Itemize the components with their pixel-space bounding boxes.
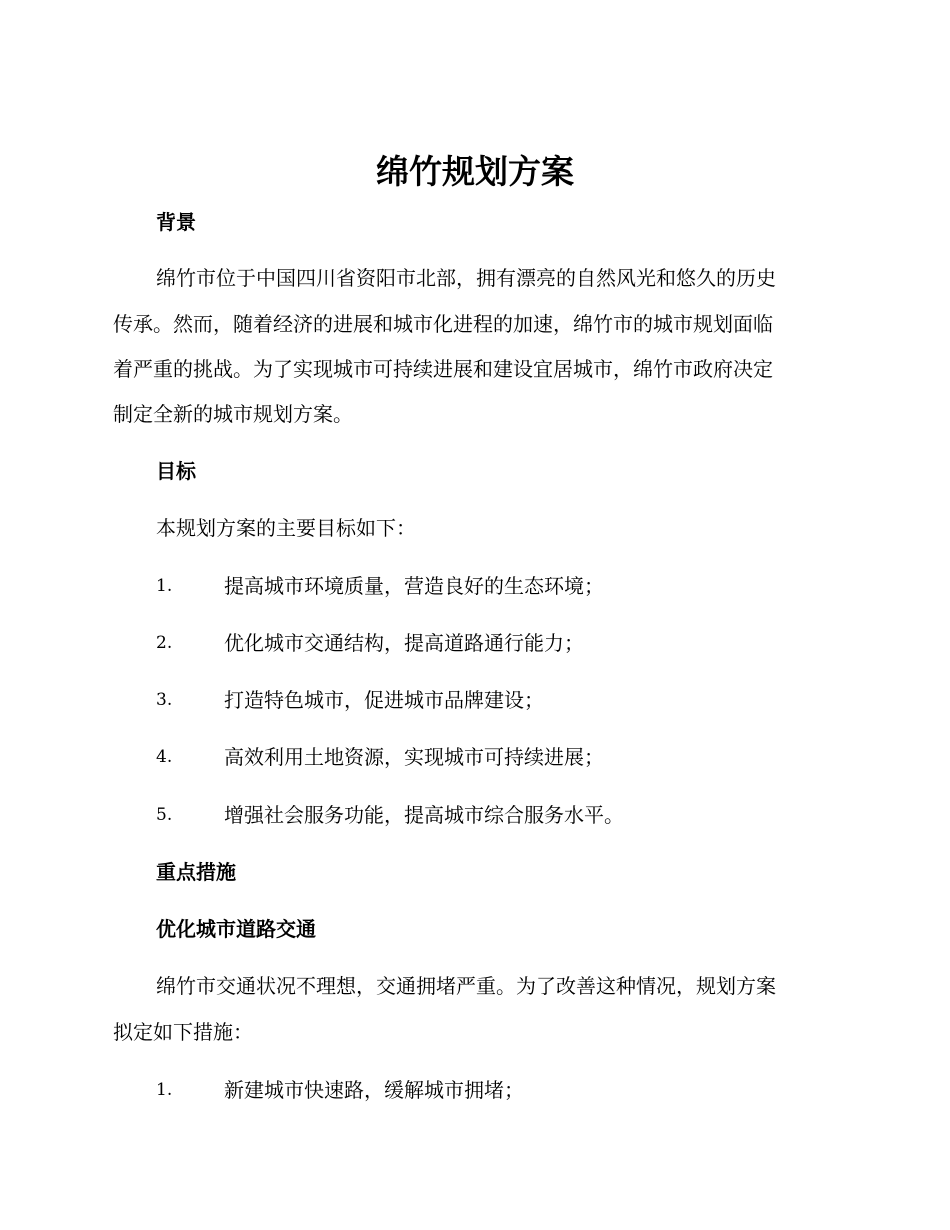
list-text: 提高城市环境质量，营造良好的生态环境； <box>224 574 604 598</box>
list-number: 3. <box>156 690 173 710</box>
paragraph-line: 绵竹市位于中国四川省资阳市北部，拥有漂亮的自然风光和悠久的历史 <box>156 266 776 290</box>
section-heading-goals: 目标 <box>156 459 196 483</box>
section-heading-measures: 重点措施 <box>156 860 236 884</box>
section-heading-background: 背景 <box>156 210 196 234</box>
subsection-heading: 优化城市道路交通 <box>156 917 316 941</box>
goals-intro: 本规划方案的主要目标如下： <box>156 516 416 540</box>
list-number: 4. <box>156 747 173 767</box>
list-text: 新建城市快速路，缓解城市拥堵； <box>224 1078 524 1102</box>
paragraph-line: 传承。然而，随着经济的进展和城市化进程的加速，绵竹市的城市规划面临 <box>113 312 773 336</box>
list-text: 高效利用土地资源，实现城市可持续进展； <box>224 745 604 769</box>
paragraph-line: 绵竹市交通状况不理想，交通拥堵严重。为了改善这种情况，规划方案 <box>156 974 776 998</box>
list-text: 打造特色城市，促进城市品牌建设； <box>224 688 544 712</box>
list-item <box>156 743 856 771</box>
list-item <box>156 686 856 714</box>
list-text: 增强社会服务功能，提高城市综合服务水平。 <box>224 803 624 827</box>
list-number: 1. <box>156 1080 173 1100</box>
list-text: 优化城市交通结构，提高道路通行能力； <box>224 631 584 655</box>
list-number: 2. <box>156 633 173 653</box>
list-item <box>156 572 856 600</box>
list-number: 1. <box>156 576 173 596</box>
paragraph-line: 着严重的挑战。为了实现城市可持续进展和建设宜居城市，绵竹市政府决定 <box>113 357 773 381</box>
paragraph-line: 制定全新的城市规划方案。 <box>113 402 353 426</box>
list-item <box>156 629 856 657</box>
list-item <box>156 801 856 829</box>
list-item <box>156 1076 856 1104</box>
list-number: 5. <box>156 805 173 825</box>
paragraph-line: 拟定如下措施： <box>113 1020 253 1044</box>
document-title: 绵竹规划方案 <box>376 152 574 191</box>
